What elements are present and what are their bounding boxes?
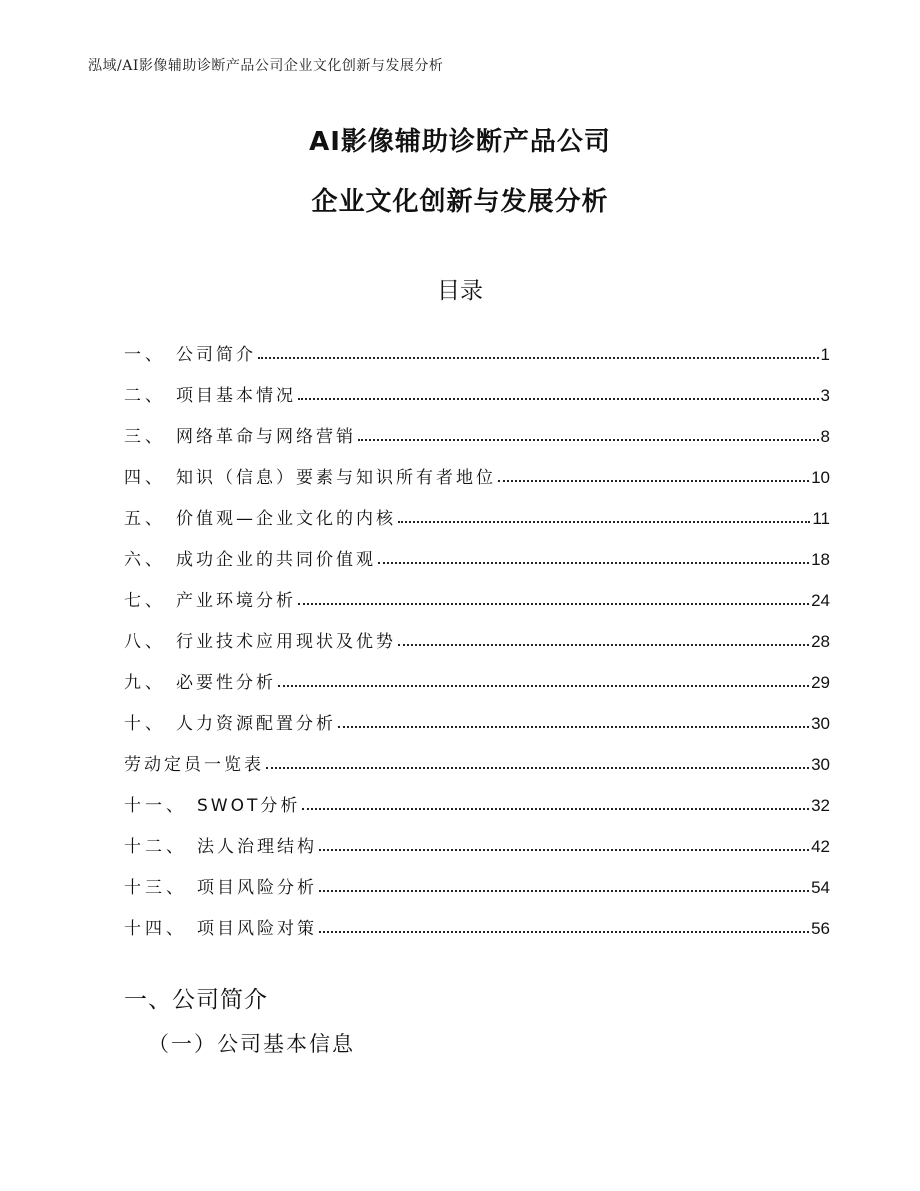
toc-entry-label: 网络革命与网络营销 [176, 427, 356, 447]
toc-entry[interactable] [124, 898, 830, 939]
toc-entry-label: 产业环境分析 [176, 591, 296, 611]
toc-entry-number: 二、 [124, 386, 166, 406]
toc-entry[interactable] [124, 693, 830, 734]
toc-entry-label: 项目基本情况 [176, 386, 296, 406]
running-header: 泓域/AI影像辅助诊断产品公司企业文化创新与发展分析 [88, 58, 444, 74]
toc-dot-leader [358, 439, 819, 441]
toc-entry-number: 四、 [124, 468, 166, 488]
toc-dot-leader [319, 849, 809, 851]
toc-entry[interactable] [124, 488, 830, 529]
toc-dot-leader [398, 521, 810, 523]
toc-dot-leader [319, 890, 809, 892]
toc-entry[interactable] [124, 447, 830, 488]
toc-entry[interactable] [124, 734, 830, 775]
toc-entry-label: 人力资源配置分析 [176, 714, 336, 734]
toc-entry-page: 3 [820, 386, 830, 405]
document-title-line2: 企业文化创新与发展分析 [311, 187, 609, 217]
toc-entry[interactable] [124, 611, 830, 652]
toc-entry[interactable] [124, 529, 830, 570]
toc-entry-page: 11 [812, 509, 830, 528]
toc-entry-number: 五、 [124, 509, 166, 529]
toc-entry-number: 七、 [124, 591, 166, 611]
toc-dot-leader [319, 931, 809, 933]
subsection-heading: （一）公司基本信息 [148, 1032, 355, 1056]
toc-entry-number: 十三、 [124, 878, 187, 898]
toc-dot-leader [278, 685, 809, 687]
toc-entry-label: 行业技术应用现状及优势 [176, 632, 396, 652]
toc-entry-label: 项目风险分析 [197, 878, 317, 898]
toc-entry[interactable] [124, 857, 830, 898]
toc-heading: 目录 [437, 278, 483, 304]
toc-entry-page: 32 [811, 796, 830, 815]
toc-entry[interactable] [124, 816, 830, 857]
toc-dot-leader [302, 808, 809, 810]
toc-dot-leader [298, 398, 819, 400]
toc-dot-leader [398, 644, 809, 646]
toc-dot-leader [378, 562, 809, 564]
toc-entry-page: 18 [811, 550, 830, 569]
toc-entry-label: 必要性分析 [176, 673, 276, 693]
toc-entry-page: 54 [811, 878, 830, 897]
toc-entry-number: 三、 [124, 427, 166, 447]
toc-entry-label: SWOT分析 [197, 796, 301, 816]
section-heading: 一、公司简介 [124, 987, 268, 1013]
toc-entry-page: 30 [811, 755, 830, 774]
toc-entry-label: 法人治理结构 [197, 837, 317, 857]
toc-entry-label: 公司简介 [176, 345, 256, 365]
toc-entry-page: 29 [811, 673, 830, 692]
table-of-contents [124, 324, 830, 939]
toc-entry[interactable] [124, 365, 830, 406]
toc-entry-page: 10 [811, 468, 830, 487]
toc-entry-page: 1 [820, 345, 830, 364]
toc-dot-leader [298, 603, 809, 605]
toc-entry-label: 劳动定员一览表 [124, 755, 264, 775]
toc-dot-leader [266, 767, 809, 769]
toc-entry[interactable] [124, 570, 830, 611]
toc-entry-number: 十四、 [124, 919, 187, 939]
toc-entry[interactable] [124, 652, 830, 693]
toc-entry-number: 八、 [124, 632, 166, 652]
toc-entry-page: 42 [811, 837, 830, 856]
toc-entry-label: 项目风险对策 [197, 919, 317, 939]
toc-dot-leader [338, 726, 809, 728]
toc-entry-page: 24 [811, 591, 830, 610]
toc-entry[interactable] [124, 775, 830, 816]
toc-entry-number: 六、 [124, 550, 166, 570]
toc-entry-page: 30 [811, 714, 830, 733]
toc-entry-page: 28 [811, 632, 830, 651]
toc-entry-number: 十二、 [124, 837, 187, 857]
toc-dot-leader [258, 357, 819, 359]
toc-dot-leader [498, 480, 809, 482]
toc-entry[interactable] [124, 406, 830, 447]
toc-entry-number: 十一、 [124, 796, 187, 816]
document-title-line1: AI影像辅助诊断产品公司 [309, 127, 611, 157]
toc-entry-label: 价值观—企业文化的内核 [176, 509, 396, 529]
toc-entry-label: 知识（信息）要素与知识所有者地位 [176, 468, 496, 488]
toc-entry-number: 十、 [124, 714, 166, 734]
toc-entry-page: 56 [811, 919, 830, 938]
toc-entry[interactable] [124, 324, 830, 365]
toc-entry-number: 九、 [124, 673, 166, 693]
toc-entry-number: 一、 [124, 345, 166, 365]
toc-entry-page: 8 [820, 427, 830, 446]
toc-entry-label: 成功企业的共同价值观 [176, 550, 376, 570]
